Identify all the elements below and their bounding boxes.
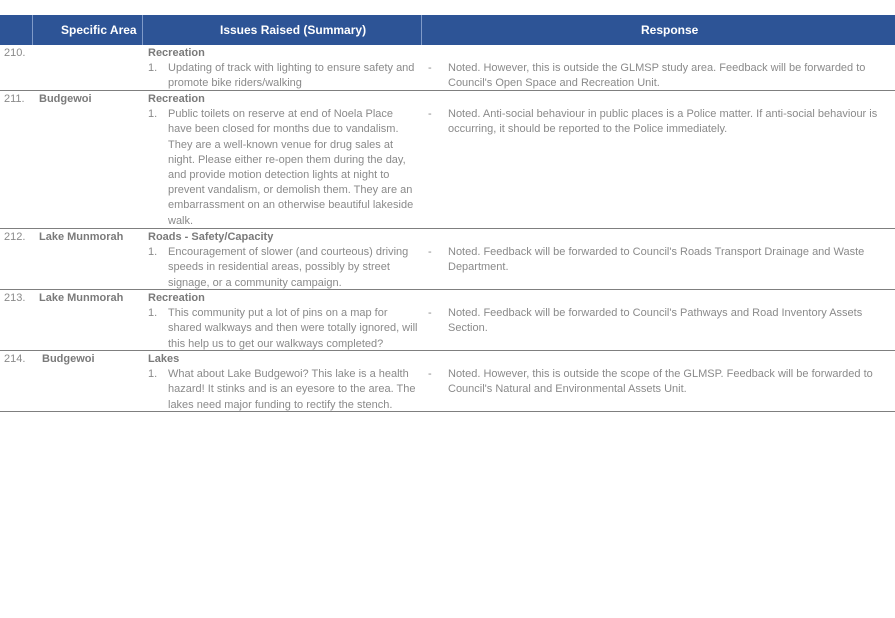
response-text: Noted. Feedback will be forwarded to Council's Pathways and Road Inventory Assets Section. [448, 307, 863, 335]
table-row [0, 290, 895, 351]
bullet-dash: - [428, 108, 432, 120]
issue-cell [148, 46, 418, 92]
issue-cell [148, 230, 418, 291]
issue-category: Lakes [148, 353, 180, 365]
row-number: 213. [4, 292, 26, 304]
response-text: Noted. However, this is outside the scope of the GLMSP. Feedback will be forwarded to Council's Natural and Environmental Assets Unit. [448, 368, 873, 396]
submissions-table [0, 15, 895, 412]
issue-text: What about Lake Budgewoi? This lake is a health hazard! It stinks and is an eyesore to the area. The lakes need major funding to rectify the stench. [168, 368, 416, 411]
issue-item [148, 61, 418, 91]
response-cell [428, 245, 890, 275]
issue-text: Encouragement of slower (and courteous) driving speeds in residential areas, possibly by street signage, or a community campaign. [168, 246, 409, 289]
item-number: 1. [148, 62, 158, 75]
header-divider [421, 15, 422, 45]
issue-cell [148, 291, 418, 352]
specific-area: Budgewoi [39, 93, 92, 105]
header-divider [32, 15, 33, 45]
row-number: 211. [4, 93, 25, 105]
issue-item [148, 245, 418, 291]
bullet-dash: - [428, 246, 432, 258]
table-row [0, 229, 895, 290]
issue-category: Recreation [148, 292, 205, 304]
item-number: 1. [148, 108, 158, 121]
response-cell [428, 61, 890, 91]
table-row [0, 91, 895, 229]
table-header [0, 15, 895, 45]
response-text: Noted. However, this is outside the GLMSP study area. Feedback will be forwarded to Council's Open Space and Recreation Unit. [448, 62, 866, 90]
bullet-dash: - [428, 368, 432, 380]
issue-item [148, 107, 418, 229]
item-number: 1. [148, 307, 158, 320]
response-cell [428, 107, 890, 137]
issue-cell [148, 92, 418, 229]
header-divider [142, 15, 143, 45]
item-number: 1. [148, 246, 158, 259]
response-cell [428, 306, 890, 336]
item-number: 1. [148, 368, 158, 381]
header-response: Response [641, 23, 699, 37]
bullet-dash: - [428, 62, 432, 74]
table-row [0, 351, 895, 412]
issue-category: Recreation [148, 47, 205, 59]
issue-text: This community put a lot of pins on a map for shared walkways and then were totally ignored, will this help us to get our walkways completed? [168, 307, 418, 350]
header-issues-raised: Issues Raised (Summary) [220, 23, 367, 37]
issue-item [148, 367, 418, 413]
specific-area: Lake Munmorah [39, 231, 124, 243]
bullet-dash: - [428, 307, 432, 319]
row-number: 214. [4, 353, 26, 365]
issue-category: Roads - Safety/Capacity [148, 231, 274, 243]
header-specific-area: Specific Area [61, 23, 137, 37]
row-number: 210. [4, 47, 26, 59]
issue-text: Updating of track with lighting to ensure safety and promote bike riders/walking [168, 62, 415, 90]
issue-text: Public toilets on reserve at end of Noela Place have been closed for months due to vandalism. They are a well-known venue for drug sales at night. Please either re-open them during the day, and provide motion detection lights at night to prevent vandalism, or demolish them. They are an embarrassment on an otherwise beautiful lakeside walk. [168, 108, 414, 227]
row-number: 212. [4, 231, 26, 243]
issue-item [148, 306, 418, 352]
issue-category: Recreation [148, 93, 205, 105]
response-cell [428, 367, 890, 397]
specific-area: Budgewoi [42, 353, 95, 365]
table-row [0, 45, 895, 91]
response-text: Noted. Feedback will be forwarded to Council's Roads Transport Drainage and Waste Department. [448, 246, 865, 274]
specific-area: Lake Munmorah [39, 292, 124, 304]
response-text: Noted. Anti-social behaviour in public places is a Police matter. If anti-social behaviour is occurring, it should be reported to the Police immediately. [448, 108, 878, 136]
issue-cell [148, 352, 418, 413]
